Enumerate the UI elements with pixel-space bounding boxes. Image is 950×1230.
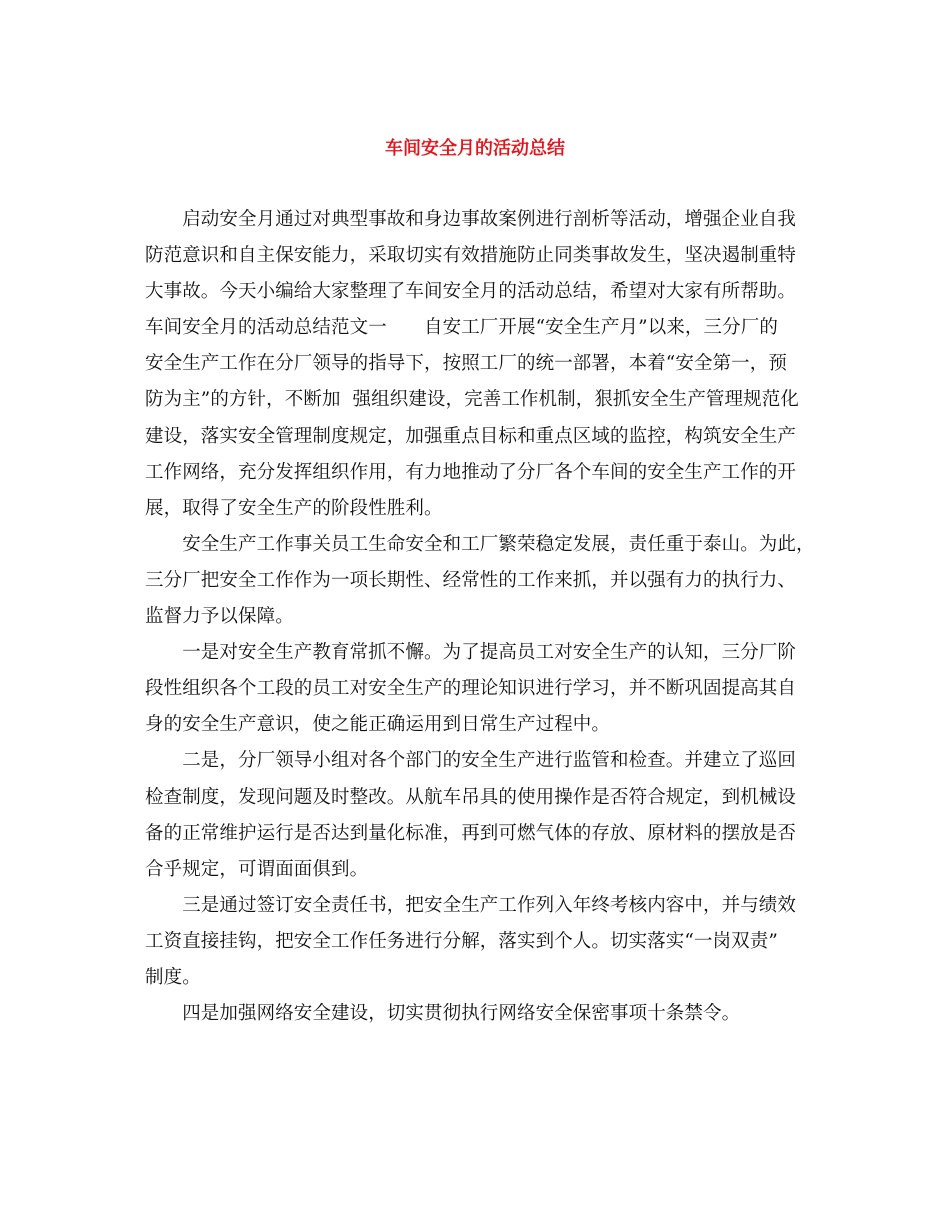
text-line: 监督力予以保障。 bbox=[145, 606, 294, 628]
text-line: 防为主”的方针，不断加 强组织建设，完善工作机制，狠抓安全生产管理规范化 bbox=[145, 389, 799, 411]
text-line: 安全生产工作事关员工生命安全和工厂繁荣稳定发展，责任重于泰山。为此， bbox=[145, 533, 815, 555]
text-line: 启动安全月通过对典型事故和身边事故案例进行剖析等活动，增强企业自我 bbox=[145, 209, 797, 230]
text-line: 四是加强网络安全建设，切实贯彻执行网络安全保密事项十条禁令。 bbox=[145, 1003, 741, 1025]
text-line: 段性组织各个工段的员工对安全生产的理论知识进行学习，并不断巩固提高其自 bbox=[145, 678, 797, 700]
text-line: 制度。 bbox=[145, 966, 201, 988]
text-line: 合乎规定，可谓面面俱到。 bbox=[145, 858, 369, 880]
text-line: 检查制度，发现问题及时整改。从航车吊具的使用操作是否符合规定，到机械设 bbox=[145, 786, 797, 808]
text-line: 安全生产工作在分厂领导的指导下，按照工厂的统一部署，本着“安全第一，预 bbox=[145, 353, 787, 375]
text-line: 三分厂把安全工作作为一项长期性、经常性的工作来抓，并以强有力的执行力、 bbox=[145, 569, 797, 591]
document-body bbox=[145, 202, 815, 1032]
text-line: 工资直接挂钩，把安全工作任务进行分解，落实到个人。切实落实“一岗双责” bbox=[145, 930, 778, 952]
text-line: 身的安全生产意识，使之能正确运用到日常生产过程中。 bbox=[145, 714, 611, 736]
text-line: 建设，落实安全管理制度规定，加强重点目标和重点区域的监控，构筑安全生产 bbox=[145, 425, 797, 447]
document-title: 车间安全月的活动总结 bbox=[385, 138, 565, 159]
text-line: 三是通过签订安全责任书，把安全生产工作列入年终考核内容中，并与绩效 bbox=[145, 894, 797, 916]
text-line: 二是，分厂领导小组对各个部门的安全生产进行监管和检查。并建立了巡回 bbox=[145, 750, 797, 772]
text-line: 大事故。今天小编给大家整理了车间安全月的活动总结，希望对大家有所帮助。 bbox=[145, 281, 797, 303]
text-line: 工作网络，充分发挥组织作用，有力地推动了分厂各个车间的安全生产工作的开 bbox=[145, 461, 797, 483]
text-line: 车间安全月的活动总结范文一 自安工厂开展“安全生产月”以来，三分厂的 bbox=[145, 317, 778, 339]
text-line: 防范意识和自主保安能力，采取切实有效措施防止同类事故发生，坚决遏制重特 bbox=[145, 245, 797, 267]
text-line: 一是对安全生产教育常抓不懈。为了提高员工对安全生产的认知，三分厂阶 bbox=[145, 642, 797, 664]
text-line: 展，取得了安全生产的阶段性胜利。 bbox=[145, 497, 443, 519]
text-line: 备的正常维护运行是否达到量化标准，再到可燃气体的存放、原材料的摆放是否 bbox=[145, 822, 797, 844]
